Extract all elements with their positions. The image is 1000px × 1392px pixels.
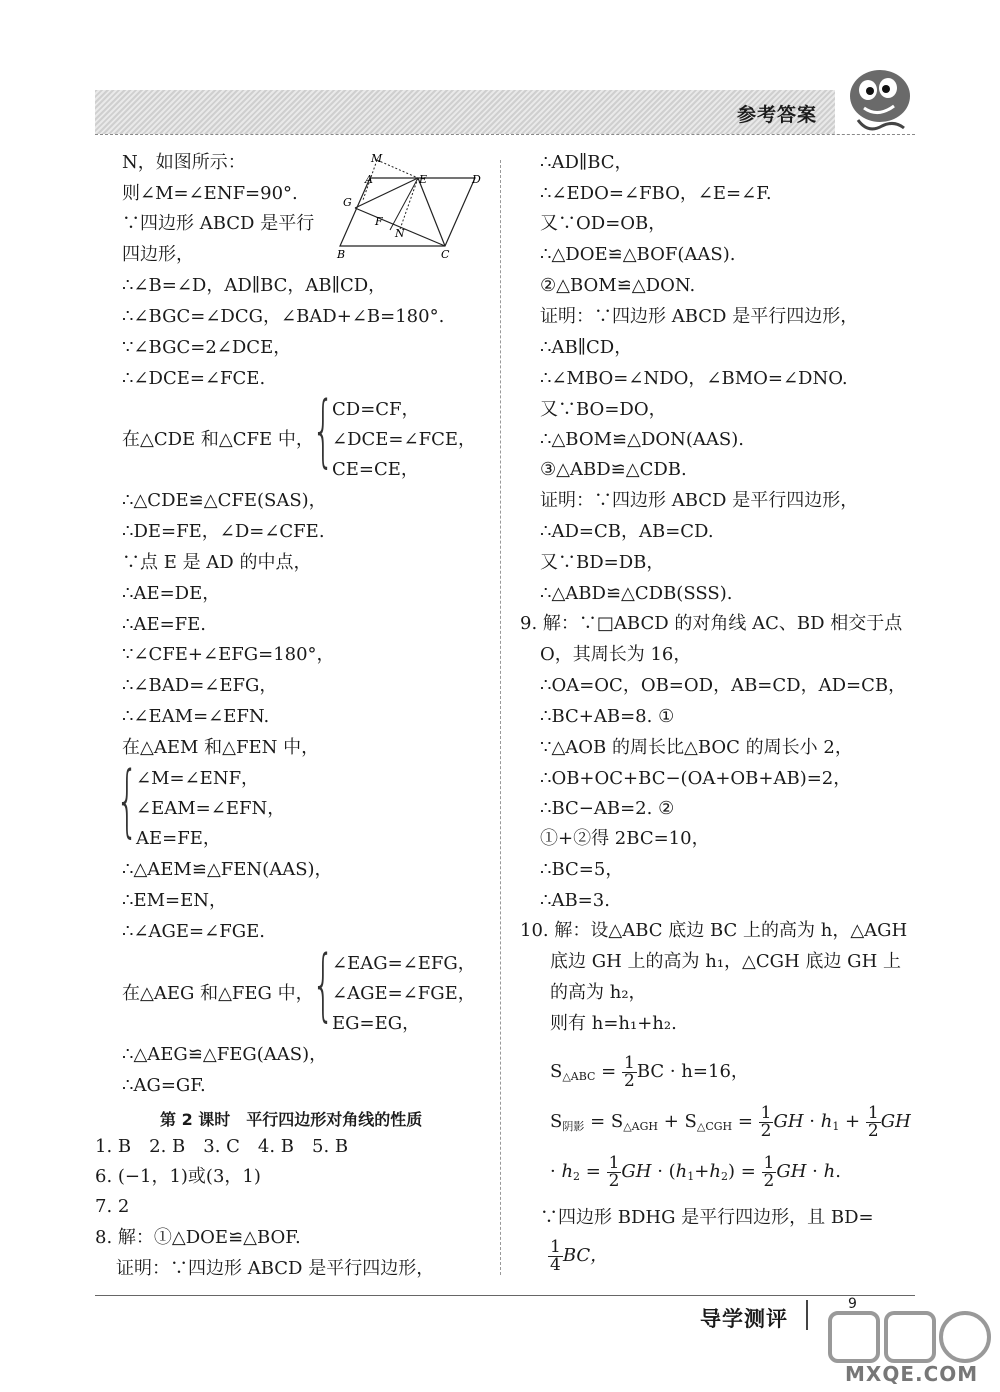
- right-line: ∴∠EDO=∠FBO，∠E=∠F.: [540, 183, 772, 204]
- right-line: ∴AD∥BC，: [540, 152, 633, 173]
- left-line: 四边形，: [122, 244, 194, 265]
- right-line: ②△BOM≌△DON.: [540, 275, 696, 296]
- right-line: ∵四边形 BDHG 是平行四边形，且 BD=: [540, 1207, 874, 1228]
- right-line: 9. 解：∵□ABCD 的对角线 AC、BD 相交于点: [520, 613, 903, 634]
- right-line: 又∵BD=DB，: [540, 552, 665, 573]
- right-line: ∴∠MBO=∠NDO，∠BMO=∠DNO.: [540, 368, 848, 389]
- system-brace: {: [116, 756, 139, 846]
- left-line: ∴∠BAD=∠EFG，: [122, 675, 278, 696]
- right-line: ∴△BOM≌△DON(AAS).: [540, 429, 745, 450]
- right-line: O，其周长为 16，: [540, 644, 692, 665]
- right-line: ③△ABD≌△CDB.: [540, 459, 687, 480]
- left-line: ∴∠BGC=∠DCG，∠BAD+∠B=180°.: [122, 306, 445, 327]
- figure-label-e: E: [419, 173, 428, 186]
- left-line: ∴EM=EN，: [122, 890, 227, 911]
- left-line: 6. (−1，1)或(3，1): [95, 1166, 261, 1187]
- left-line: ∴AE=FE.: [122, 614, 207, 635]
- left-line: ∴∠AGE=∠FGE.: [122, 921, 265, 942]
- left-line: ∴∠DCE=∠FCE.: [122, 368, 266, 389]
- left-line: ∠EAM=∠EFN，: [136, 798, 286, 819]
- left-line: N，如图所示：: [122, 152, 246, 173]
- page-number: 9: [848, 1296, 857, 1312]
- right-line: 又∵OD=OB，: [540, 213, 667, 234]
- right-line: ∵△AOB 的周长比△BOC 的周长小 2，: [540, 737, 853, 758]
- right-line: ∴BC=5，: [540, 859, 624, 880]
- footer-brand: 导学测评: [700, 1307, 788, 1331]
- right-line: 底边 GH 上的高为 h₁，△CGH 底边 GH 上: [550, 951, 901, 972]
- left-line: ∠M=∠ENF，: [136, 768, 260, 789]
- right-line: ∴AB∥CD，: [540, 337, 633, 358]
- left-line: ∴△AEM≌△FEN(AAS)，: [122, 859, 333, 880]
- right-line: ∴OB+OC+BC−(OA+OB+AB)=2，: [540, 768, 852, 789]
- formula-s-shadow: $S_{阴影} = S_{\triangle AGH} + S_{\triangle CGH}$ = $\frac{1}{2}$ GH · $h_1$ + $\frac{1}{2}$ GH: [550, 1102, 911, 1141]
- right-line: ①+②得 2BC=10，: [540, 828, 710, 849]
- right-line: ∴AB=3.: [540, 890, 610, 911]
- system-brace: {: [312, 940, 335, 1030]
- column-divider: [500, 160, 501, 1275]
- figure-label-a: A: [365, 173, 373, 186]
- left-line: 在△CDE 和△CFE 中，: [122, 429, 314, 450]
- watermark-text: MXQE.COM: [845, 1362, 979, 1386]
- figure-label-g: G: [343, 196, 352, 209]
- left-line: 8. 解：①△DOE≌△BOF.: [95, 1227, 301, 1248]
- left-line: 在△AEM 和△FEN 中，: [122, 737, 320, 758]
- left-line: 在△AEG 和△FEG 中，: [122, 983, 314, 1004]
- left-line: ∴∠EAM=∠EFN.: [122, 706, 270, 727]
- left-line: ∴AE=DE，: [122, 583, 221, 604]
- header-rule: [95, 134, 915, 135]
- parallelogram-figure: [335, 150, 490, 262]
- footer-separator: [806, 1300, 808, 1330]
- left-line: 7. 2: [95, 1196, 130, 1217]
- left-line: ∴△AEG≌△FEG(AAS)，: [122, 1044, 328, 1065]
- right-line: ∴BC−AB=2. ②: [540, 798, 675, 819]
- left-line: ∴∠B=∠D，AD∥BC，AB∥CD，: [122, 275, 387, 296]
- left-line: ∠EAG=∠EFG，: [332, 953, 476, 974]
- left-line: EG=EG，: [332, 1013, 421, 1034]
- right-line: 证明：∵四边形 ABCD 是平行四边形，: [540, 306, 859, 327]
- left-line: 1. B 2. B 3. C 4. B 5. B: [95, 1136, 349, 1157]
- left-line: ∵四边形 ABCD 是平行: [122, 213, 315, 234]
- left-line: AE=FE，: [136, 828, 221, 849]
- right-line: ∴OA=OC，OB=OD，AB=CD，AD=CB，: [540, 675, 907, 696]
- formula-s-shadow-cont: · $h_2$ = $\frac{1}{2}$ GH · $(h_1+h_2)$ = $\frac{1}{2}$ GH · h.: [550, 1152, 841, 1191]
- left-line: ∵∠BGC=2∠DCE，: [122, 337, 292, 358]
- figure-label-b: B: [337, 248, 346, 261]
- left-line: 则∠M=∠ENF=90°.: [122, 183, 298, 204]
- right-line: ∴BC+AB=8. ①: [540, 706, 675, 727]
- right-line: 则有 h=h₁+h₂.: [550, 1013, 677, 1034]
- fraction-half: $\frac{1}{2}$: [623, 1052, 635, 1091]
- left-line: ∠DCE=∠FCE，: [332, 429, 476, 450]
- right-line: ∴△DOE≌△BOF(AAS).: [540, 244, 736, 265]
- mascot-icon: [838, 62, 918, 137]
- right-line: ∴AD=CB，AB=CD.: [540, 521, 714, 542]
- right-line: 又∵BO=DO，: [540, 399, 667, 420]
- left-line: ∴AG=GF.: [122, 1075, 206, 1096]
- left-line: ∴DE=FE，∠D=∠CFE.: [122, 521, 325, 542]
- figure-label-f: F: [375, 215, 383, 228]
- figure-label-d: D: [472, 173, 481, 186]
- left-line: ∴△CDE≌△CFE(SAS)，: [122, 490, 327, 511]
- left-line: CD=CF，: [332, 399, 420, 420]
- figure-label-n: N: [395, 227, 405, 240]
- left-line: ∵∠CFE+∠EFG=180°，: [122, 644, 335, 665]
- formula-s-abc: $S_{\triangle ABC}$ = $\frac{1}{2}$ BC · h=16，: [550, 1052, 749, 1091]
- left-line: 证明：∵四边形 ABCD 是平行四边形，: [116, 1258, 435, 1279]
- system-brace: {: [312, 386, 335, 476]
- header-band: [95, 90, 835, 134]
- formula-quarter-bc: $\frac{1}{4}$ BC，: [550, 1236, 609, 1275]
- figure-label-c: C: [441, 248, 450, 261]
- right-line: ∴△ABD≌△CDB(SSS).: [540, 583, 733, 604]
- right-line: 的高为 h₂，: [550, 982, 647, 1003]
- header-title: 参考答案: [736, 104, 817, 126]
- right-line: 10. 解：设△ABC 底边 BC 上的高为 h，△AGH: [520, 920, 908, 941]
- left-line: ∵点 E 是 AD 的中点，: [122, 552, 312, 573]
- right-line: 证明：∵四边形 ABCD 是平行四边形，: [540, 490, 859, 511]
- left-line: ∠AGE=∠FGE，: [332, 983, 476, 1004]
- footer-rule: [95, 1295, 915, 1296]
- left-line: CE=CE，: [332, 459, 419, 480]
- figure-label-m: M: [371, 152, 383, 165]
- section-title: 第 2 课时 平行四边形对角线的性质: [160, 1110, 423, 1129]
